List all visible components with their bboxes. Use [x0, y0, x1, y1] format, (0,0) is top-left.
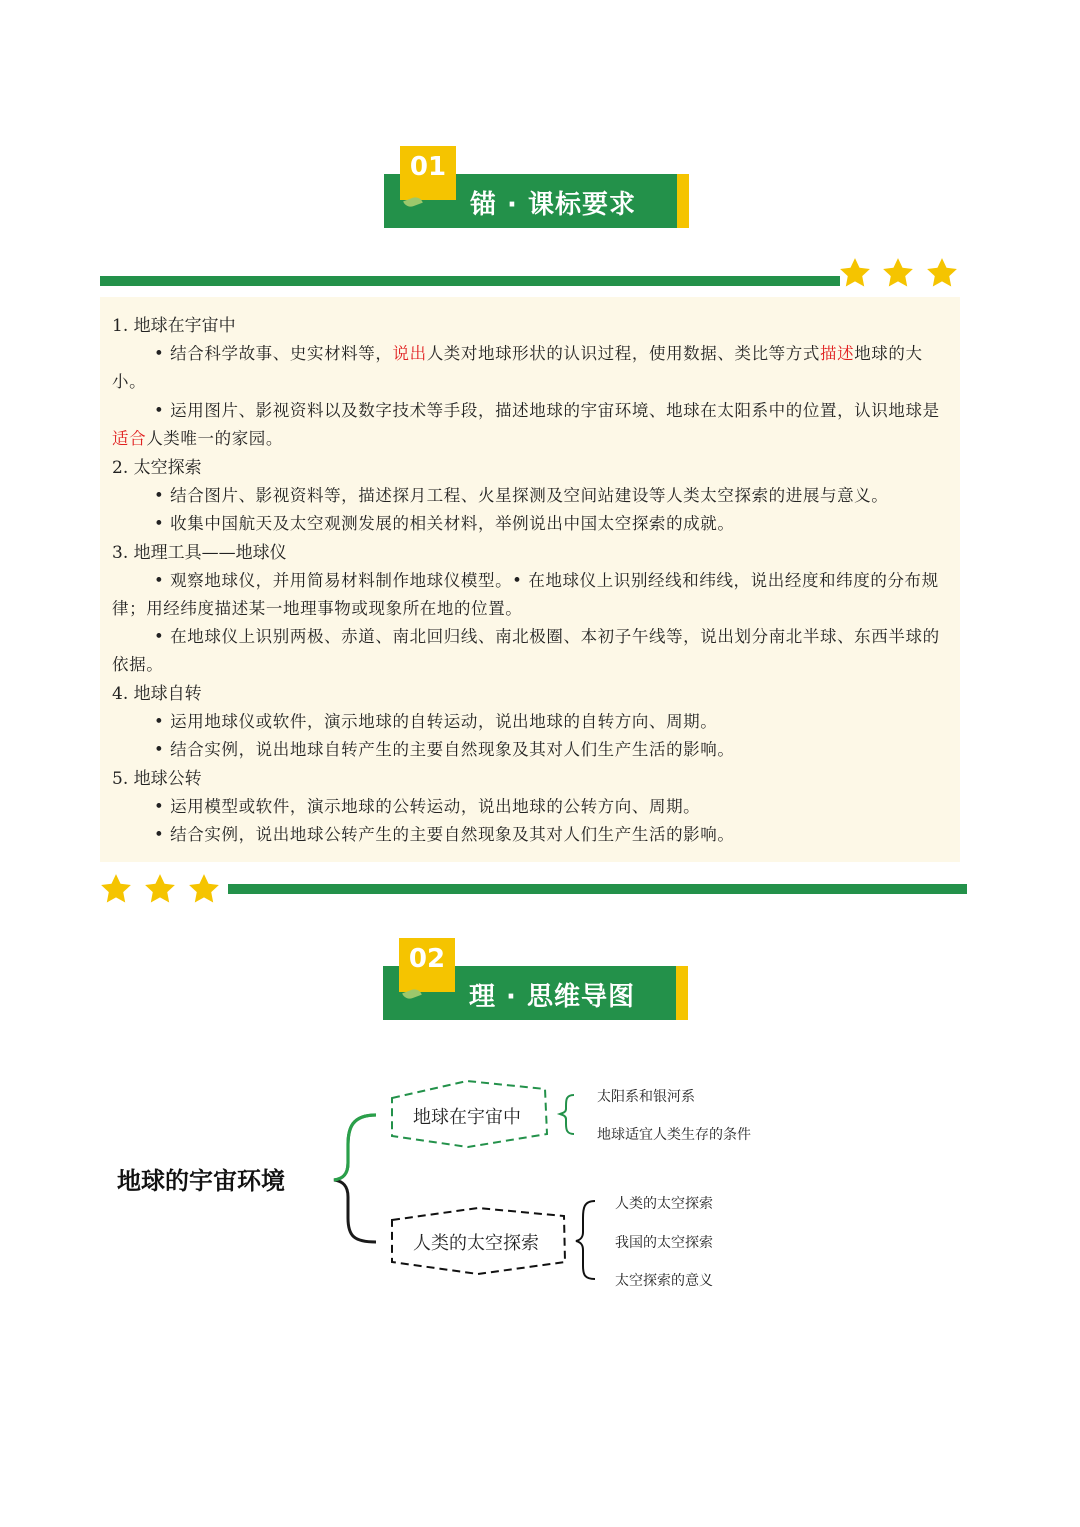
section-number: 02: [408, 944, 446, 974]
mindmap-root: 地球的宇宙环境: [117, 1167, 285, 1195]
section-number: 01: [409, 152, 447, 182]
paragraph-2a: • 结合图片、影视资料等，描述探月工程、火星探测及空间站建设等人类太空探索的进展与意义。: [154, 486, 889, 505]
heading-4: 4. 地球自转: [112, 684, 202, 704]
text: • 结合科学故事、史实材料等，: [154, 344, 393, 363]
mindmap-leaf: 地球适宜人类生存的条件: [597, 1127, 751, 1143]
text: • 运用图片、影视资料以及数字技术等手段，描述地球的宇宙环境、地球在太阳系中的位置，认识地球是: [154, 401, 940, 420]
paragraph-2b: • 收集中国航天及太空观测发展的相关材料，举例说出中国太空探索的成就。: [154, 514, 735, 533]
section-title: 锚 · 课标要求: [470, 190, 636, 220]
root-brace-upper: [334, 1115, 376, 1180]
heading-5: 5. 地球公转: [112, 769, 202, 789]
paragraph-3b: • 在地球仪上识别两极、赤道、南北回归线、南北极圈、本初子午线等，说出划分南北半球、东西半球的依据。: [112, 627, 940, 675]
mindmap-leaf: 我国的太空探索: [615, 1235, 713, 1251]
mindmap-node-2: 人类的太空探索: [413, 1233, 539, 1254]
text: 人类对地球形状的认识过程，使用数据、类比等方式: [426, 344, 820, 363]
highlight-text: 适合: [112, 429, 147, 449]
highlight-text: 说出: [392, 344, 427, 363]
heading-3: 3. 地理工具——地球仪: [112, 543, 287, 563]
mindmap-leaf: 人类的太空探索: [615, 1196, 713, 1212]
mindmap-node-1: 地球在宇宙中: [413, 1107, 521, 1128]
mindmap-leaf: 太阳系和银河系: [597, 1089, 695, 1105]
paragraph-4a: • 运用地球仪或软件，演示地球的自转运动，说出地球的自转方向、周期。: [154, 712, 718, 731]
mindmap-leaf: 太空探索的意义: [615, 1273, 713, 1289]
text: 地球的大小。: [112, 344, 923, 392]
paragraph-4b: • 结合实例，说出地球自转产生的主要自然现象及其对人们生产生活的影响。: [154, 740, 735, 759]
section-title: 理 · 思维导图: [469, 982, 635, 1012]
paragraph-5a: • 运用模型或软件，演示地球的公转运动，说出地球的公转方向、周期。: [154, 797, 701, 816]
paragraph-3a: • 观察地球仪，并用简易材料制作地球仪模型。• 在地球仪上识别经线和纬线，说出经度和纬度的分布规律；用经纬度描述某一地理事物或现象所在地的位置。: [112, 571, 939, 619]
heading-2: 2. 太空探索: [112, 458, 202, 478]
text: 人类唯一的家园。: [146, 429, 284, 449]
heading-1: 1. 地球在宇宙中: [112, 316, 236, 336]
leaf-brace-2: [576, 1201, 595, 1279]
paragraph-5b: • 结合实例，说出地球公转产生的主要自然现象及其对人们生产生活的影响。: [154, 825, 735, 844]
leaf-brace-1: [560, 1095, 574, 1134]
highlight-text: 描述: [820, 344, 855, 363]
